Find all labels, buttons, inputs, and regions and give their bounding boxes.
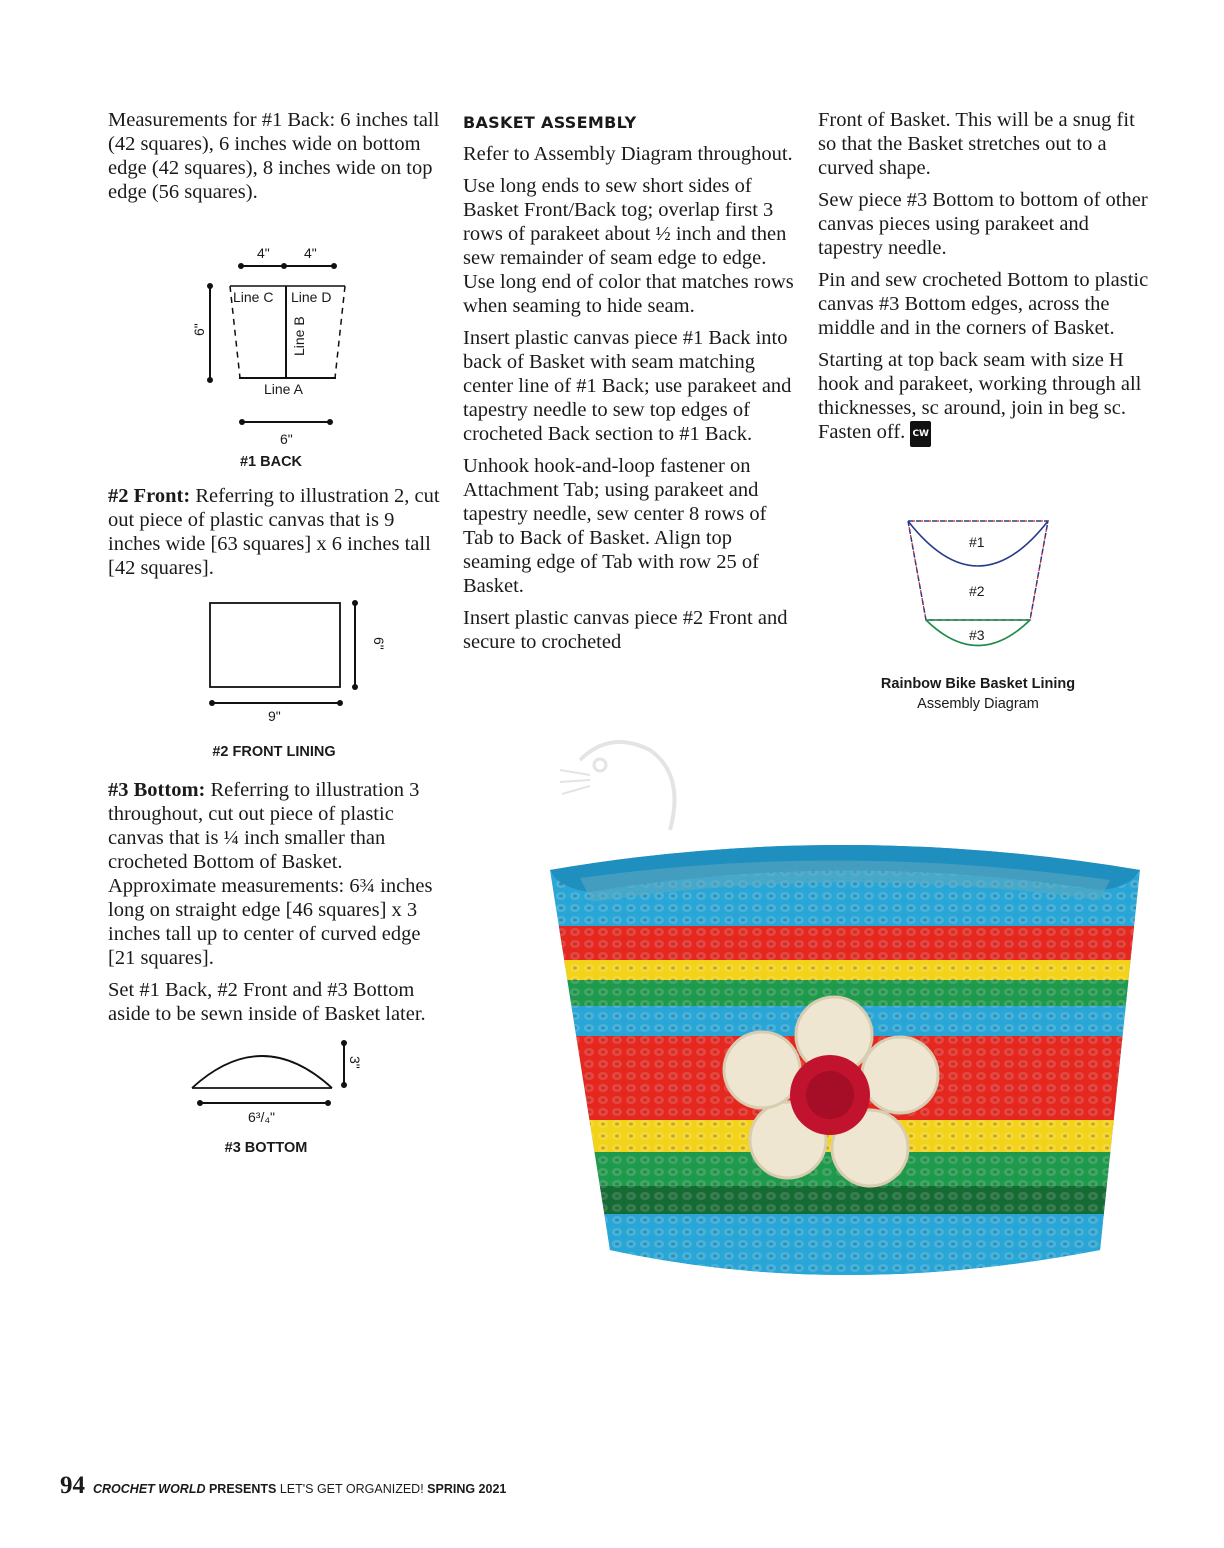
line-d-label: Line D	[291, 289, 332, 305]
assembly-p3: Insert plastic canvas piece #1 Back into back of Basket with seam matching center line of #1 Back; use parakeet and tapestry needle to sew top edges of crocheted Back section to #1 Back.	[463, 327, 792, 445]
assembly-label-1: #1	[969, 534, 985, 550]
assembly-p4: Unhook hook-and-loop fastener on Attachment Tab; using parakeet and tapestry needle, sew center 8 rows of Tab to Back of Basket. Align top seaming edge of Tab with row 25 of Basket.	[463, 455, 767, 597]
page-number: 94	[60, 1472, 85, 1499]
col3-p4	[818, 348, 1154, 447]
page-footer	[60, 1472, 506, 1500]
col3-p2: Sew piece #3 Bottom to bottom of other canvas pieces using parakeet and tapestry needle.	[818, 189, 1148, 259]
bottom-height-dim: 3"	[347, 1056, 363, 1069]
line-a-label: Line A	[264, 381, 303, 397]
col3-p4-text: Starting at top back seam with size H hook and parakeet, working through all thicknesses, sc around, join in beg sc. Fasten off.	[818, 349, 1142, 443]
col3-p3: Pin and sew crocheted Bottom to plastic canvas #3 Bottom edges, across the middle and in the corners of Basket.	[818, 269, 1149, 339]
footer-magazine: CROCHET WORLD	[93, 1482, 206, 1496]
front-height-dim: 6"	[371, 637, 387, 650]
assembly-label-3: #3	[969, 627, 985, 643]
bottom-width-dim: 6³/₄"	[248, 1109, 276, 1125]
footer-season: SPRING 2021	[427, 1482, 507, 1496]
footer-title: LET'S GET ORGANIZED!	[279, 1482, 428, 1496]
basket-assembly-heading: BASKET ASSEMBLY	[463, 113, 637, 132]
column-3	[818, 108, 1154, 455]
assembly-diagram	[900, 516, 1056, 656]
column-1	[108, 108, 444, 1156]
front-paragraph	[108, 484, 444, 580]
crochet-basket-photo	[540, 830, 1160, 1310]
front-label: #2 Front:	[108, 485, 191, 507]
front-caption: #2 FRONT LINING	[212, 744, 336, 760]
back-top-right-dim: 4"	[304, 245, 317, 261]
assembly-p1: Refer to Assembly Diagram throughout.	[463, 143, 793, 165]
back-measurements: Measurements for #1 Back: 6 inches tall (42 squares), 6 inches wide on bottom edge (42 squares), 8 inches wide on top edge (56 squares).	[108, 109, 440, 203]
end-mark: CW	[910, 421, 931, 447]
bottom-caption: #3 BOTTOM	[224, 1140, 308, 1156]
diagram-bottom	[108, 1040, 444, 1140]
column-2	[463, 108, 799, 662]
back-bottom-dim: 6"	[280, 431, 293, 447]
line-b-label: Line B	[291, 316, 307, 356]
back-top-left-dim: 4"	[257, 245, 270, 261]
back-height-dim: 6"	[191, 323, 207, 336]
front-text: Referring to illustration 2, cut out piece of plastic canvas that is 9 inches wide [63 squares] x 6 inches tall [42 squares].	[108, 485, 440, 579]
assembly-p5: Insert plastic canvas piece #2 Front and secure to crocheted	[463, 607, 788, 653]
assembly-p2: Use long ends to sew short sides of Basket Front/Back tog; overlap first 3 rows of parakeet about ½ inch and then sew remainder of seam edge to edge. Use long end of color that matches rows when seaming to hide seam.	[463, 175, 794, 317]
assembly-subcaption: Assembly Diagram	[917, 696, 1039, 712]
back-caption: #1 BACK	[239, 454, 303, 470]
bottom-text: Referring to illustration 3 throughout, cut out piece of plastic canvas that is ¼ inch smaller than crocheted Bottom of Basket. Approximate measurements: 6¾ inches long on straight edge [46 squares] x 3 inches tall up to center of curved edge [21 squares].	[108, 779, 433, 969]
footer-presents: PRESENTS	[205, 1482, 280, 1496]
col3-p1: Front of Basket. This will be a snug fit so that the Basket stretches out to a curved shape.	[818, 109, 1135, 179]
front-width-dim: 9"	[268, 708, 281, 724]
assembly-caption: Rainbow Bike Basket Lining	[880, 676, 1076, 692]
diagram-front	[108, 600, 444, 740]
diagram-back	[108, 226, 444, 456]
line-c-label: Line C	[233, 289, 274, 305]
bottom-paragraph	[108, 778, 444, 970]
bottom-label: #3 Bottom:	[108, 779, 206, 801]
assembly-label-2: #2	[969, 583, 985, 599]
set-paragraph: Set #1 Back, #2 Front and #3 Bottom aside to be sewn inside of Basket later.	[108, 979, 426, 1025]
